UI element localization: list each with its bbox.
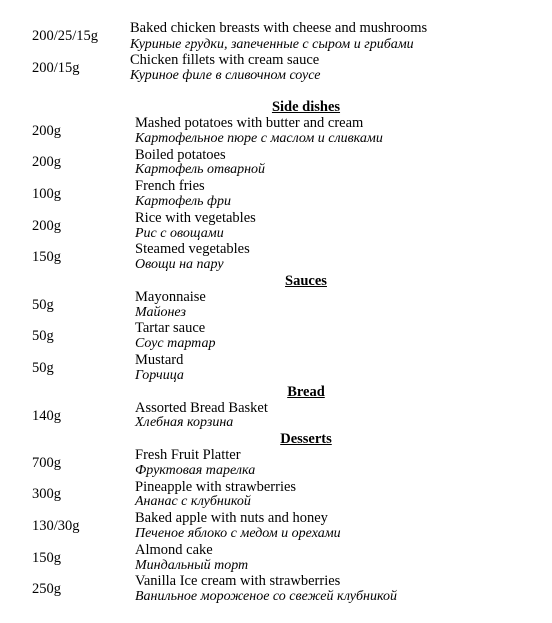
dish-name-en: French fries: [135, 178, 205, 194]
dish-weight: 200/25/15g: [32, 28, 99, 44]
dish-name-en: Chicken fillets with cream sauce: [130, 52, 320, 68]
dish-weight: 140g: [32, 408, 61, 424]
dish-name-ru: Соус тартар: [135, 336, 216, 351]
dish-name-en: Baked apple with nuts and honey: [135, 510, 328, 526]
dish-name-en: Fresh Fruit Platter: [135, 447, 241, 463]
dish-name-en: Baked chicken breasts with cheese and mushrooms: [130, 20, 428, 36]
dish-name-ru: Печеное яблоко с медом и орехами: [135, 526, 341, 541]
dish-weight: 50g: [32, 360, 54, 376]
dish-name-ru: Овощи на пару: [135, 257, 224, 272]
dish-name-ru: Хлебная корзина: [135, 415, 234, 430]
dish-name-ru: Куриное филе в сливочном соусе: [130, 68, 321, 83]
dish-weight: 50g: [32, 328, 54, 344]
dish-name-en: Vanilla Ice cream with strawberries: [135, 573, 341, 589]
section-heading-bread: Bread: [287, 384, 325, 400]
dish-name-en: Mustard: [135, 352, 184, 368]
dish-name-ru: Ванильное мороженое со свежей клубникой: [135, 589, 397, 604]
dish-weight: 100g: [32, 186, 61, 202]
dish-name-en: Almond cake: [135, 542, 213, 558]
dish-weight: 200/15g: [32, 60, 80, 76]
dish-weight: 50g: [32, 297, 54, 313]
dish-weight: 200g: [32, 154, 61, 170]
dish-name-ru: Ананас с клубникой: [135, 494, 251, 509]
dish-weight: 700g: [32, 455, 61, 471]
dish-weight: 200g: [32, 218, 61, 234]
dish-name-ru: Горчица: [135, 368, 184, 383]
dish-name-ru: Куриные грудки, запеченные с сыром и грибами: [130, 37, 414, 52]
section-heading-sauces: Sauces: [285, 273, 327, 289]
dish-name-ru: Фруктовая тарелка: [135, 463, 256, 478]
dish-name-en: Mayonnaise: [135, 289, 206, 305]
dish-name-en: Tartar sauce: [135, 320, 206, 336]
dish-weight: 150g: [32, 249, 61, 265]
dish-name-en: Boiled potatoes: [135, 147, 226, 163]
dish-name-ru: Миндальный торт: [135, 558, 249, 573]
dish-name-en: Steamed vegetables: [135, 241, 250, 257]
dish-name-en: Rice with vegetables: [135, 210, 256, 226]
dish-weight: 300g: [32, 486, 61, 502]
dish-weight: 200g: [32, 123, 61, 139]
dish-name-ru: Картофель отварной: [135, 162, 266, 177]
dish-weight: 150g: [32, 550, 61, 566]
dish-name-ru: Картофель фри: [135, 194, 231, 209]
dish-name-ru: Картофельное пюре с маслом и сливками: [135, 131, 383, 146]
dish-name-en: Assorted Bread Basket: [135, 400, 268, 416]
dish-weight: 250g: [32, 581, 61, 597]
section-heading-side-dishes: Side dishes: [271, 99, 341, 115]
dish-name-ru: Майонез: [135, 305, 186, 320]
dish-weight: 130/30g: [32, 518, 80, 534]
dish-name-ru: Рис с овощами: [135, 226, 224, 241]
section-heading-desserts: Desserts: [280, 431, 332, 447]
dish-name-en: Pineapple with strawberries: [135, 479, 297, 495]
dish-name-en: Mashed potatoes with butter and cream: [135, 115, 364, 131]
